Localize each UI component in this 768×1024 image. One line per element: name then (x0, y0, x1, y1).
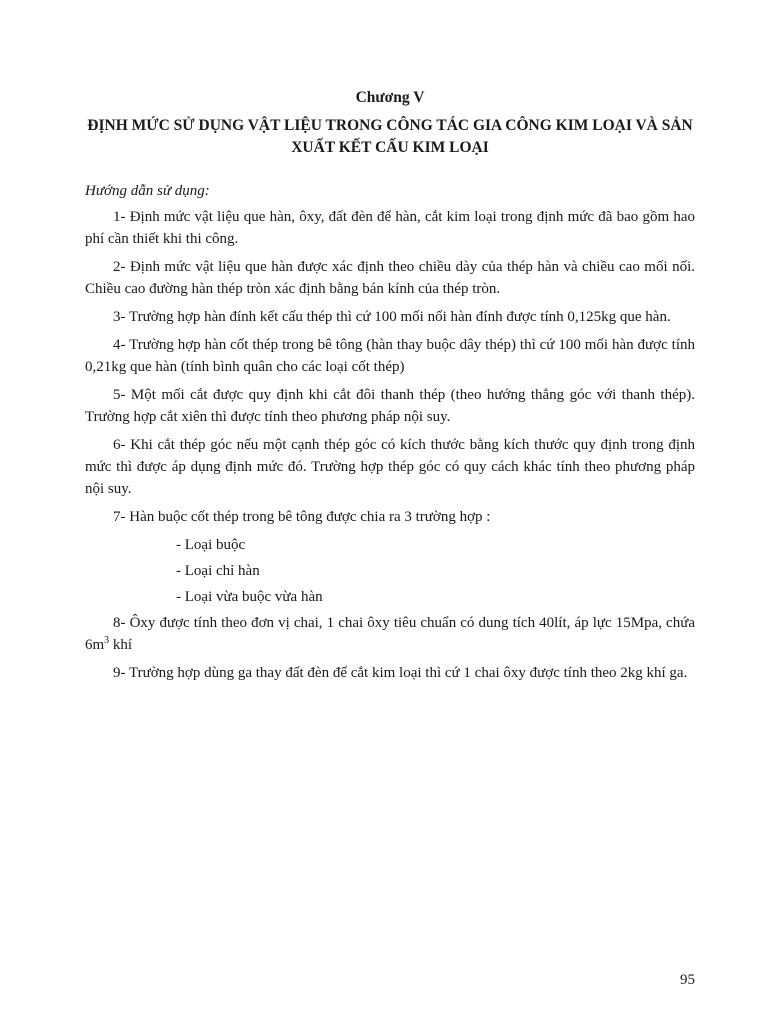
guide-item-8-unit: khí (109, 637, 133, 653)
guide-item-7: 7- Hàn buộc cốt thép trong bê tông được chia ra 3 trường hợp : (113, 509, 491, 525)
guide-item-3: 3- Trường hợp hàn đính kết cấu thép thì cứ 100 mối nối hàn đính được tính 0,125kg que hàn. (113, 309, 671, 325)
weld-case-tie: - Loại buộc (176, 537, 246, 553)
guide-item-5: 5- Một mối cắt được quy định khi cắt đôi thanh thép (theo hướng thẳng góc với thanh thép). Trường hợp cắt xiên thì được tính theo phương pháp nội suy. (85, 387, 695, 425)
document-page (85, 88, 695, 690)
guide-item-1: 1- Định mức vật liệu que hàn, ôxy, đất đèn để hàn, cắt kim loại trong định mức đã bao gồm hao phí cần thiết khi thi công. (85, 209, 695, 247)
guide-item-2: 2- Định mức vật liệu que hàn được xác định theo chiều dày của thép hàn và chiều cao mối nối. Chiều cao đường hàn thép tròn xác định bằng bán kính của thép tròn. (85, 259, 695, 297)
guide-item-8-text: 8- Ôxy được tính theo đơn vị chai, 1 chai ôxy tiêu chuẩn có dung tích 40lít, áp lực 15Mpa, chứa 6m (85, 615, 695, 653)
cubic-superscript: 3 (104, 635, 110, 646)
weld-case-tie-and-weld: - Loại vừa buộc vừa hàn (176, 589, 323, 605)
weld-case-weld-only: - Loại chỉ hàn (176, 563, 260, 579)
chapter-title: ĐỊNH MỨC SỬ DỤNG VẬT LIỆU TRONG CÔNG TÁC GIA CÔNG KIM LOẠI VÀ SẢN XUẤT KẾT CẤU KIM LOẠI (87, 117, 693, 156)
guide-item-4: 4- Trường hợp hàn cốt thép trong bê tông (hàn thay buộc dây thép) thì cứ 100 mối hàn được tính 0,21kg que hàn (tính bình quân cho các loại cốt thép) (85, 337, 695, 375)
usage-guide-heading: Hướng dẫn sử dụng: (85, 183, 210, 199)
guide-item-8 (85, 612, 695, 656)
guide-item-9: 9- Trường hợp dùng ga thay đất đèn để cắt kim loại thì cứ 1 chai ôxy được tính theo 2kg khí ga. (113, 665, 688, 681)
chapter-heading: Chương V (355, 89, 425, 106)
page-number: 95 (680, 972, 695, 988)
guide-item-6: 6- Khi cắt thép góc nếu một cạnh thép góc có kích thước bằng kích thước quy định trong định mức thì được áp dụng định mức đó. Trường hợp thép góc có quy cách khác tính theo phương pháp nội suy. (85, 437, 695, 497)
